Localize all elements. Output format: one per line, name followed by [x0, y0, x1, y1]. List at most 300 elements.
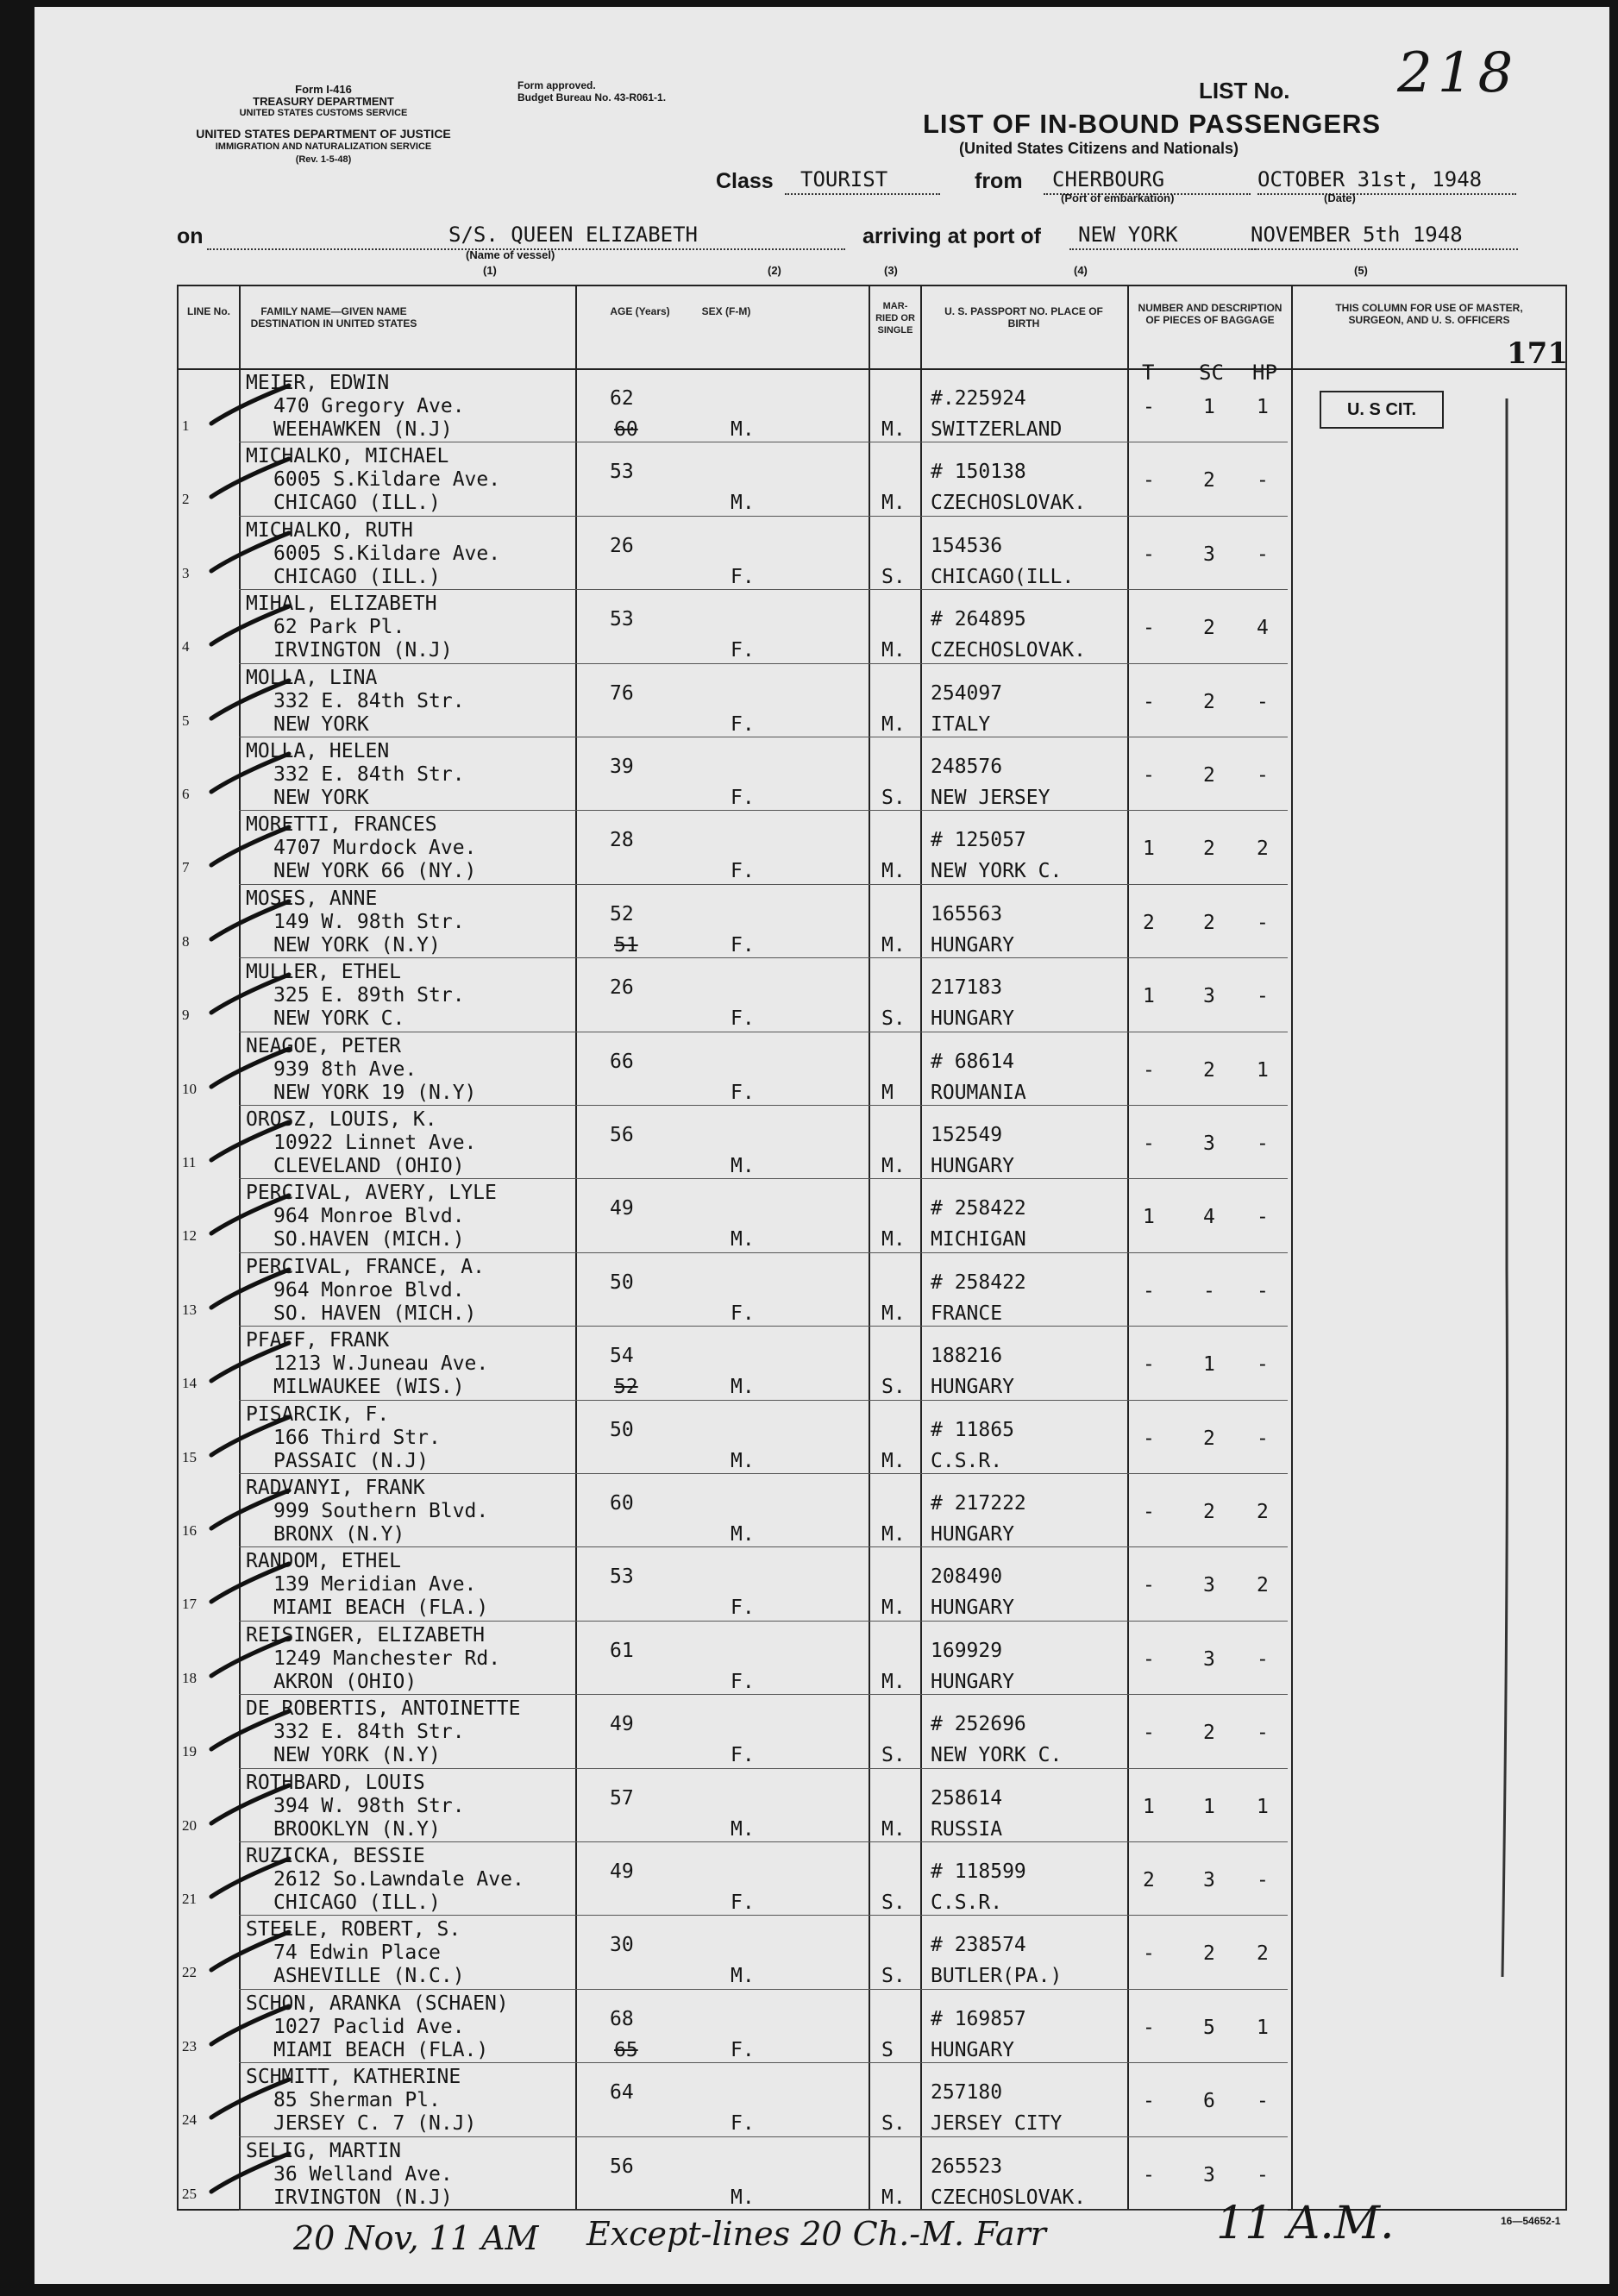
destination-city: CHICAGO (ILL.)	[273, 492, 441, 515]
street-address: 964 Monroe Blvd.	[273, 1205, 465, 1228]
street-address: 939 8th Ave.	[273, 1057, 417, 1081]
baggage-trunks: -	[1143, 1647, 1155, 1671]
baggage-handpieces: -	[1257, 1647, 1269, 1671]
street-address: 470 Gregory Ave.	[273, 395, 465, 417]
check-mark	[203, 1117, 298, 1169]
marital-status: M.	[881, 933, 906, 957]
baggage-suitcases: 2	[1203, 690, 1215, 713]
sex: F.	[731, 1302, 755, 1325]
street-address: 394 W. 98th Str.	[273, 1794, 465, 1817]
port-caption: (Port of embarkation)	[1061, 191, 1175, 204]
class-value: TOURIST	[800, 167, 888, 191]
age: 56	[610, 1124, 634, 1146]
age: 64	[610, 2081, 634, 2105]
baggage-trunks: 1	[1143, 1206, 1155, 1229]
age: 54	[610, 1345, 634, 1368]
destination-city: IRVINGTON (N.J)	[273, 639, 453, 662]
passenger-name: SELIG, MARTIN	[246, 2139, 402, 2162]
column-number-2: (2)	[768, 264, 781, 277]
marital-status: S.	[881, 1007, 906, 1031]
sex: F.	[731, 787, 755, 809]
row-rule	[239, 810, 1288, 811]
baggage-trunks: -	[1143, 2016, 1155, 2039]
marital-status: M.	[881, 1670, 906, 1693]
page-mark: 171	[1507, 336, 1568, 371]
age: 53	[610, 461, 634, 484]
baggage-handpieces: -	[1257, 1869, 1269, 1891]
place-of-birth: CZECHOSLOVAK.	[931, 639, 1087, 662]
baggage-trunks: -	[1143, 690, 1155, 713]
marital-status: M.	[881, 1228, 906, 1252]
baggage-handpieces: -	[1257, 1353, 1269, 1377]
baggage-handpieces: 2	[1257, 837, 1269, 861]
passport-number: 188216	[931, 1345, 1003, 1368]
line-number: 2	[182, 491, 190, 508]
street-address: 332 E. 84th Str.	[273, 1721, 465, 1744]
destination-city: BROOKLYN (N.Y)	[273, 1817, 441, 1841]
check-mark	[203, 1927, 298, 1979]
class-label: Class	[716, 169, 774, 193]
sex: F.	[731, 933, 755, 957]
passenger-name: MORETTI, FRANCES	[246, 813, 437, 837]
time-note: 11 A.M.	[1216, 2198, 1395, 2249]
marital-status: M.	[881, 1597, 906, 1620]
line-number: 5	[182, 712, 190, 729]
check-mark	[203, 822, 298, 874]
street-address: 332 E. 84th Str.	[273, 763, 465, 786]
passenger-name: MOLLA, HELEN	[246, 740, 390, 762]
header-line-no: LINE No.	[187, 305, 230, 317]
date-caption: (Date)	[1324, 191, 1356, 204]
marital-status: M.	[881, 1449, 906, 1472]
baggage-handpieces: -	[1257, 690, 1269, 713]
place-of-birth: HUNGARY	[931, 1670, 1014, 1693]
form-revision: (Rev. 1-5-48)	[295, 154, 352, 165]
destination-city: BRONX (N.Y)	[273, 1523, 405, 1546]
baggage-handpieces: -	[1257, 1722, 1269, 1745]
line-number: 8	[182, 932, 190, 950]
marital-status: M.	[881, 1523, 906, 1546]
passenger-name: PERCIVAL, AVERY, LYLE	[246, 1182, 497, 1205]
line-number: 11	[182, 1154, 197, 1170]
marital-status: M.	[881, 492, 906, 515]
sex: M.	[731, 1228, 755, 1252]
passport-number: 265523	[931, 2155, 1003, 2178]
destination-city: AKRON (OHIO)	[273, 1670, 417, 1693]
place-of-birth: ROUMANIA	[931, 1081, 1026, 1104]
column-number-1: (1)	[483, 264, 497, 277]
baggage-trunks: -	[1143, 617, 1155, 640]
check-mark	[203, 1706, 298, 1758]
sex: F.	[731, 712, 755, 736]
row-rule	[239, 1621, 1288, 1622]
baggage-handpieces: 2	[1257, 1501, 1269, 1523]
baggage-trunk-header: T	[1142, 361, 1155, 385]
row-rule	[239, 516, 1288, 517]
age-corrected: 51	[614, 933, 638, 957]
baggage-trunks: -	[1143, 1722, 1155, 1745]
line-number: 16	[182, 1522, 197, 1539]
marital-status: S	[881, 2038, 894, 2061]
street-address: 139 Meridian Ave.	[273, 1573, 477, 1597]
baggage-handpieces: -	[1257, 1427, 1269, 1450]
baggage-trunks: 1	[1143, 1795, 1155, 1818]
destination-city: WEEHAWKEN (N.J)	[273, 418, 453, 441]
row-rule	[239, 589, 1288, 590]
passenger-name: REISINGER, ELIZABETH	[246, 1623, 485, 1647]
passenger-name: MOLLA, LINA	[246, 666, 378, 689]
passport-number: #.225924	[931, 387, 1026, 410]
age: 28	[610, 829, 634, 852]
column-number-5: (5)	[1354, 264, 1368, 277]
street-address: 74 Edwin Place	[273, 1942, 441, 1965]
destination-city: NEW YORK	[273, 787, 369, 809]
passenger-name: SCHON, ARANKA (SCHAEN)	[246, 1992, 509, 2015]
passport-number: 248576	[931, 756, 1003, 778]
sex: F.	[731, 1744, 755, 1767]
form-number: Form I-416	[295, 83, 352, 96]
line-number: 9	[182, 1007, 190, 1024]
line-number: 12	[182, 1227, 197, 1245]
check-mark	[203, 1264, 298, 1316]
passenger-table	[177, 285, 1567, 2211]
street-address: 6005 S.Kildare Ave.	[273, 468, 501, 492]
baggage-handpieces: -	[1257, 1206, 1269, 1229]
sex: M.	[731, 1817, 755, 1841]
line-number: 13	[182, 1301, 197, 1318]
baggage-trunks: -	[1143, 2090, 1155, 2113]
baggage-handpieces: 2	[1257, 1942, 1269, 1966]
destination-city: NEW YORK C.	[273, 1007, 405, 1031]
check-mark	[203, 2001, 298, 2053]
passenger-name: OROSZ, LOUIS, K.	[246, 1108, 437, 1131]
street-address: 325 E. 89th Str.	[273, 984, 465, 1007]
header-remarks: THIS COLUMN FOR USE OF MASTER, SURGEON, AND U. S. OFFICERS	[1335, 302, 1523, 326]
age: 66	[610, 1050, 634, 1073]
street-address: 332 E. 84th Str.	[273, 689, 465, 712]
destination-city: NEW YORK (N.Y)	[273, 1744, 441, 1767]
baggage-trunks: -	[1143, 396, 1155, 418]
row-rule	[239, 1473, 1288, 1474]
passport-number: 258614	[931, 1786, 1003, 1810]
line-number: 23	[182, 2037, 197, 2054]
baggage-handpieces: -	[1257, 469, 1269, 492]
baggage-trunks: -	[1143, 2163, 1155, 2186]
marital-status: S.	[881, 1891, 906, 1914]
marital-status: M.	[881, 418, 906, 441]
place-of-birth: BUTLER(PA.)	[931, 1965, 1063, 1988]
row-rule	[239, 1841, 1288, 1842]
place-of-birth: HUNGARY	[931, 1376, 1014, 1399]
marital-status: M.	[881, 1817, 906, 1841]
baggage-suitcases: 3	[1203, 985, 1215, 1008]
table-row	[179, 2064, 1565, 2136]
destination-city: NEW YORK	[273, 712, 369, 736]
document-title: LIST OF IN-BOUND PASSENGERS	[923, 109, 1382, 139]
check-mark	[203, 1412, 298, 1464]
baggage-suitcases: 3	[1203, 543, 1215, 566]
baggage-suitcases: 1	[1203, 1353, 1215, 1377]
marital-status: S.	[881, 1376, 906, 1399]
baggage-suitcases: 1	[1203, 1795, 1215, 1818]
baggage-suitcases: 2	[1203, 469, 1215, 492]
vessel-caption: (Name of vessel)	[466, 248, 555, 261]
street-address: 85 Sherman Pl.	[273, 2089, 441, 2112]
line-number: 10	[182, 1080, 197, 1097]
destination-city: CHICAGO (ILL.)	[273, 565, 441, 588]
list-number-label: LIST No.	[1199, 78, 1290, 104]
baggage-handpieces: 4	[1257, 617, 1269, 640]
row-rule	[239, 1546, 1288, 1547]
destination-city: MIAMI BEACH (FLA.)	[273, 1597, 489, 1620]
street-address: 4707 Murdock Ave.	[273, 837, 477, 860]
place-of-birth: NEW YORK C.	[931, 860, 1063, 883]
place-of-birth: CHICAGO(ILL.	[931, 565, 1075, 588]
street-address: 10922 Linnet Ave.	[273, 1132, 477, 1154]
arrival-port: NEW YORK	[1078, 223, 1178, 247]
age: 26	[610, 534, 634, 557]
line-number: 7	[182, 859, 190, 876]
line-number: 15	[182, 1448, 197, 1465]
age: 50	[610, 1418, 634, 1441]
marital-status: S.	[881, 787, 906, 809]
arrival-date: NOVEMBER 5th 1948	[1251, 223, 1463, 247]
baggage-suitcases: 2	[1203, 1501, 1215, 1523]
check-mark	[203, 969, 298, 1021]
age-corrected: 65	[614, 2038, 638, 2061]
budget-bureau-number: Budget Bureau No. 43-R061-1.	[517, 91, 667, 104]
row-rule	[239, 1178, 1288, 1179]
place-of-birth: CZECHOSLOVAK.	[931, 2186, 1087, 2209]
age: 60	[610, 1492, 634, 1515]
check-mark	[203, 601, 298, 653]
form-approved: Form approved.	[517, 79, 596, 91]
place-of-birth: MICHIGAN	[931, 1228, 1026, 1252]
sex: F.	[731, 565, 755, 588]
row-rule	[239, 2062, 1288, 2063]
baggage-suitcases: 3	[1203, 1132, 1215, 1155]
on-label: on	[177, 224, 204, 248]
baggage-handpieces: 1	[1257, 2016, 1269, 2039]
sex: M.	[731, 418, 755, 441]
age-corrected: 52	[614, 1376, 638, 1399]
destination-city: NEW YORK 19 (N.Y)	[273, 1081, 477, 1104]
sex: F.	[731, 860, 755, 883]
line-number: 17	[182, 1596, 197, 1613]
baggage-trunks: -	[1143, 1501, 1155, 1523]
marital-status: S.	[881, 1965, 906, 1988]
destination-city: MILWAUKEE (WIS.)	[273, 1376, 465, 1399]
column-number-4: (4)	[1074, 264, 1088, 277]
baggage-handpieces: -	[1257, 985, 1269, 1008]
baggage-suitcases: 5	[1203, 2016, 1215, 2039]
street-address: 149 W. 98th Str.	[273, 910, 465, 933]
baggage-trunks: -	[1143, 543, 1155, 566]
passenger-name: MICHALKO, RUTH	[246, 518, 413, 542]
marital-status: M.	[881, 2186, 906, 2209]
street-address: 166 Third Str.	[273, 1426, 441, 1449]
sex: M.	[731, 1155, 755, 1177]
sex: M.	[731, 492, 755, 515]
passport-number: # 169857	[931, 2007, 1026, 2030]
check-mark	[203, 749, 298, 800]
row-rule	[239, 1768, 1288, 1769]
from-label: from	[975, 169, 1023, 193]
treasury-department: TREASURY DEPARTMENT	[253, 95, 394, 108]
row-rule	[239, 1915, 1288, 1916]
place-of-birth: JERSEY CITY	[931, 2112, 1063, 2136]
passenger-name: RANDOM, ETHEL	[246, 1550, 402, 1573]
baggage-handpieces: -	[1257, 911, 1269, 934]
sex: M.	[731, 2186, 755, 2209]
customs-service: UNITED STATES CUSTOMS SERVICE	[239, 108, 408, 118]
line-number: 6	[182, 786, 190, 802]
row-rule	[239, 1326, 1288, 1327]
street-address: 964 Monroe Blvd.	[273, 1278, 465, 1302]
immigration-service: IMMIGRATION AND NATURALIZATION SERVICE	[215, 141, 432, 152]
sex: F.	[731, 639, 755, 662]
passport-number: 254097	[931, 681, 1003, 705]
baggage-trunks: -	[1143, 469, 1155, 492]
marital-status: M.	[881, 639, 906, 662]
destination-city: NEW YORK (N.Y)	[273, 933, 441, 957]
baggage-handpieces: 2	[1257, 1574, 1269, 1597]
passport-number: 169929	[931, 1639, 1003, 1662]
check-mark	[203, 1780, 298, 1832]
destination-city: SO. HAVEN (MICH.)	[273, 1302, 477, 1325]
baggage-handpieces: -	[1257, 764, 1269, 787]
baggage-handpieces: 1	[1257, 1058, 1269, 1082]
place-of-birth: CZECHOSLOVAK.	[931, 492, 1087, 515]
age: 62	[610, 387, 634, 410]
footer-code: 16—54652-1	[1501, 2215, 1561, 2227]
baggage-trunks: -	[1143, 1353, 1155, 1377]
check-mark	[203, 528, 298, 580]
row-rule	[239, 2136, 1288, 2137]
age: 30	[610, 1934, 634, 1957]
row-rule	[239, 1400, 1288, 1401]
header-sex: SEX (F-M)	[701, 305, 751, 317]
embarkation-date: OCTOBER 31st, 1948	[1257, 167, 1483, 191]
place-of-birth: RUSSIA	[931, 1817, 1003, 1841]
baggage-trunks: 2	[1143, 911, 1155, 934]
passport-number: # 252696	[931, 1713, 1026, 1736]
passenger-name: MIHAL, ELIZABETH	[246, 593, 437, 616]
marital-status: M.	[881, 1302, 906, 1325]
street-address: 1027 Paclid Ave.	[273, 2015, 465, 2038]
baggage-suitcases: 2	[1203, 837, 1215, 861]
row-rule	[239, 1989, 1288, 1990]
header-age: AGE (Years)	[610, 305, 670, 317]
check-mark	[203, 896, 298, 948]
passport-number: 217183	[931, 976, 1003, 1000]
us-citizen-stamp: U. S CIT.	[1320, 391, 1444, 429]
row-rule	[239, 2210, 1288, 2211]
header-passport: U. S. PASSPORT NO. PLACE OF BIRTH	[944, 305, 1103, 329]
passport-number: # 125057	[931, 829, 1026, 852]
baggage-trunks: -	[1143, 1942, 1155, 1966]
passport-number: # 258422	[931, 1270, 1026, 1294]
check-mark	[203, 2149, 298, 2200]
destination-city: CHICAGO (ILL.)	[273, 1891, 441, 1914]
place-of-birth: C.S.R.	[931, 1891, 1003, 1914]
passenger-name: ROTHBARD, LOUIS	[246, 1771, 425, 1794]
baggage-handpieces: 1	[1257, 396, 1269, 418]
check-mark	[203, 2074, 298, 2126]
passenger-name: DE ROBERTIS, ANTOINETTE	[246, 1697, 521, 1721]
line-number: 24	[182, 2111, 197, 2129]
baggage-suitcases: 2	[1203, 764, 1215, 787]
place-of-birth: HUNGARY	[931, 1597, 1014, 1620]
vessel-name: S/S. QUEEN ELIZABETH	[448, 223, 698, 247]
passport-number: # 238574	[931, 1934, 1026, 1957]
passport-number: 165563	[931, 902, 1003, 925]
arriving-label: arriving at port of	[862, 224, 1041, 248]
check-mark	[203, 1559, 298, 1610]
destination-city: JERSEY C. 7 (N.J)	[273, 2112, 477, 2136]
place-of-birth: SWITZERLAND	[931, 418, 1063, 441]
fill-line	[1251, 248, 1518, 250]
passenger-name: RUZICKA, BESSIE	[246, 1845, 425, 1867]
destination-city: NEW YORK 66 (NY.)	[273, 860, 477, 883]
check-mark	[203, 1190, 298, 1242]
line-number: 14	[182, 1375, 197, 1392]
street-address: 36 Welland Ave.	[273, 2162, 453, 2186]
baggage-trunks: -	[1143, 1279, 1155, 1302]
port-of-embarkation: CHERBOURG	[1052, 167, 1165, 191]
remarks-pen-line	[1317, 373, 1576, 2011]
department-of-justice: UNITED STATES DEPARTMENT OF JUSTICE	[196, 127, 451, 141]
row-rule	[239, 1252, 1288, 1253]
place-of-birth: C.S.R.	[931, 1449, 1003, 1472]
baggage-trunks: -	[1143, 764, 1155, 787]
sex: M.	[731, 1965, 755, 1988]
place-of-birth: HUNGARY	[931, 933, 1014, 957]
destination-city: SO.HAVEN (MICH.)	[273, 1228, 465, 1252]
header-baggage: NUMBER AND DESCRIPTION OF PIECES OF BAGGAGE	[1138, 302, 1282, 326]
street-address: 6005 S.Kildare Ave.	[273, 542, 501, 565]
sex: F.	[731, 2112, 755, 2136]
age: 39	[610, 756, 634, 778]
baggage-suitcases: 3	[1203, 2163, 1215, 2186]
place-of-birth: HUNGARY	[931, 1523, 1014, 1546]
baggage-suitcases: 6	[1203, 2090, 1215, 2113]
line-number: 22	[182, 1964, 197, 1981]
passenger-name: RADVANYI, FRANK	[246, 1477, 425, 1499]
age: 49	[610, 1197, 634, 1220]
row-rule	[239, 1105, 1288, 1106]
age: 56	[610, 2155, 634, 2178]
baggage-handpieces: -	[1257, 543, 1269, 566]
baggage-handpieces: -	[1257, 1279, 1269, 1302]
baggage-suitcases: 4	[1203, 1206, 1215, 1229]
sex: M.	[731, 1449, 755, 1472]
marital-status: S.	[881, 2112, 906, 2136]
sex: F.	[731, 2038, 755, 2061]
age: 26	[610, 976, 634, 1000]
passenger-name: MEIER, EDWIN	[246, 372, 390, 394]
baggage-suitcases: 2	[1203, 1942, 1215, 1966]
baggage-suitcases: -	[1203, 1279, 1215, 1302]
street-address: 1213 W.Juneau Ave.	[273, 1352, 489, 1376]
passenger-name: MICHALKO, MICHAEL	[246, 445, 449, 468]
age-corrected: 60	[614, 418, 638, 441]
destination-city: CLEVELAND (OHIO)	[273, 1155, 465, 1177]
age: 53	[610, 1565, 634, 1589]
age: 61	[610, 1639, 634, 1662]
baggage-suitcases: 2	[1203, 1722, 1215, 1745]
baggage-handpieces: 1	[1257, 1795, 1269, 1818]
